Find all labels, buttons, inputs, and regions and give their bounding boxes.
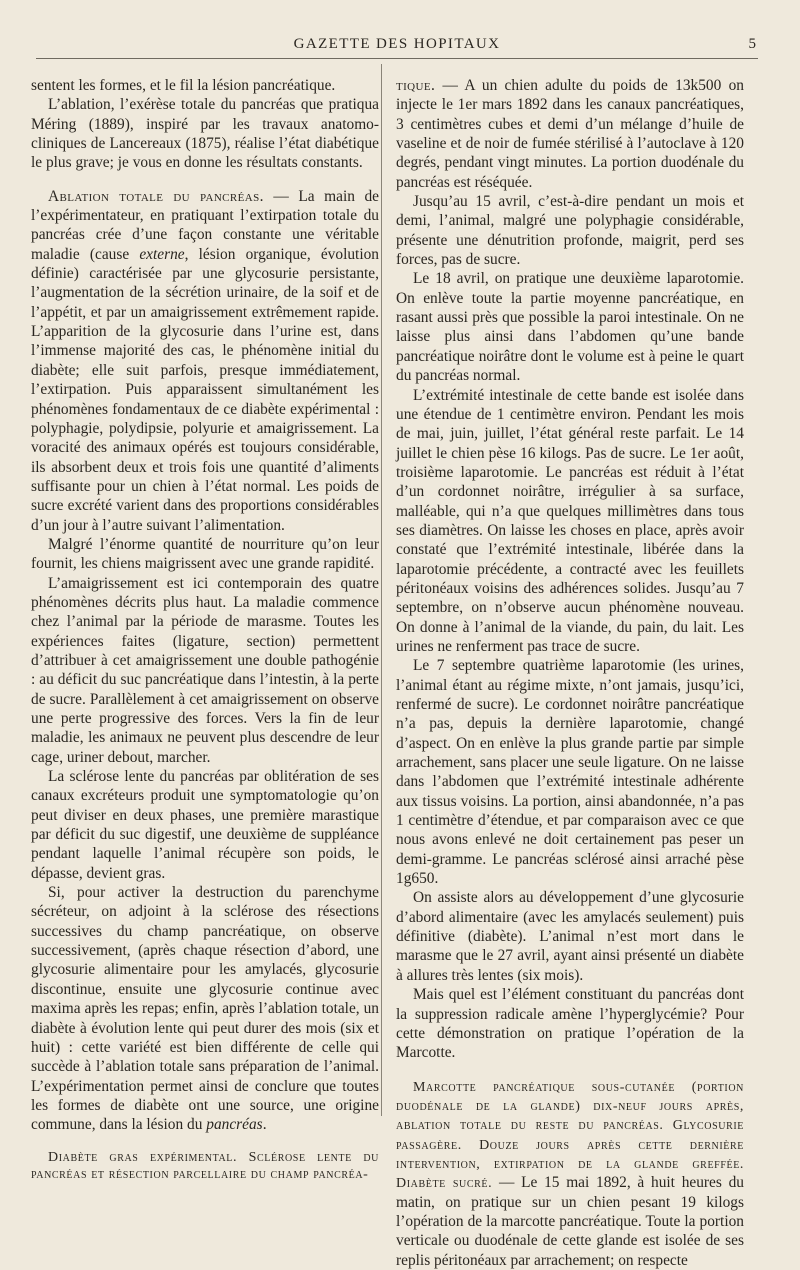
section-paragraph bbox=[396, 76, 744, 192]
page-header bbox=[36, 36, 758, 59]
page-number: 5 bbox=[748, 36, 756, 52]
paragraph: L’amaigrissement est ici contemporain des quatre phénomènes décrits plus haut. La maladie commence chez l’animal par la période de marasme. Toutes les expériences faites (ligature, section) permettent d’attribuer à cet amaigrissement une double pathogénie : au déficit du suc pancréatique dans l’intestin, à la perte de sucre. Parallèlement à cet amaigrissement on observe une perte progressive des forces. Vers la fin de leur maladie, les animaux ne peuvent plus descendre de leur cage, uriner debout, marcher. bbox=[31, 574, 379, 766]
paragraph: Jusqu’au 15 avril, c’est-à-dire pendant un mois et demi, l’animal, malgré une polyphagie considérable, présente une dénutrition profonde, maigrit, perd ses forces, pas de sucre. bbox=[396, 193, 744, 269]
paragraph: Le 18 avril, on pratique une deuxième laparotomie. On enlève toute la partie moyenne pancréatique, en rasant aussi près que possible la paroi intestinale. On ne laisse plus ainsi dans l’abdomen qu’une bande pancréatique noirâtre dont le volume est à peine le quart du pancréas normal. bbox=[396, 270, 744, 385]
section-heading: Marcotte pancréatique sous-cutanée (portion duodénale de la glande) dix-neuf jours après, ablation totale du reste du pancréas. Glycosurie passagère. Douze jours après cette dernière intervention, extirpation de la glande greffée. Diabète sucré. bbox=[396, 1079, 744, 1192]
paragraph: Mais quel est l’élément constituant du pancréas dont la suppression radicale amène l’hyperglycémie? Pour cette démonstration on pratique l’opération de la Marcotte. bbox=[396, 986, 744, 1062]
section-paragraph bbox=[396, 1077, 744, 1270]
section-heading: Diabète gras expérimental. Sclérose lente du pancréas et résection parcellaire du champ pancréa- bbox=[31, 1149, 379, 1182]
paragraph-text: Si, pour activer la destruction du parenchyme sécréteur, on adjoint à la sclérose des résections successives du champ pancréatique, on observe successivement, (après chaque résection d’abord, une glycosurie alimentaire pour les amylacés, glycosurie discontinue, ensuite une glycosurie continue avec maxima après les repas; enfin, après l’ablation totale, un diabète à évolution lente qui peut durer des mois (six et huit) : cette variété est bien différente de celle qui succède à l’ablation totale sans préparation de l’animal. L’expérimentation permet ainsi de conclure que toutes les formes de diabète ont une source, une origine commune, dans la lésion du bbox=[31, 884, 379, 1134]
section-heading: Ablation totale du pancréas. bbox=[48, 187, 264, 205]
right-column bbox=[396, 76, 744, 1270]
paragraph: La sclérose lente du pancréas par oblitération de ses canaux excréteurs produit une symptomatologie qu’on peut diviser en deux phases, une première marastique par déficit du suc digestif, une deuxième de suppléance pendant laquelle l’animal récupère son poids, le dépasse, devient gras. bbox=[31, 768, 379, 882]
paragraph bbox=[31, 883, 379, 1134]
emphasis: pancréas bbox=[206, 1116, 263, 1134]
paragraph-text: — La main de l’expérimentateur, en pratiquant l’extirpation totale du pancréas crée d’une façon constante une véritable maladie (cause bbox=[31, 187, 379, 263]
column-divider bbox=[381, 64, 382, 1116]
emphasis: externe bbox=[139, 245, 185, 263]
section-heading: tique. bbox=[396, 77, 436, 94]
paragraph-text: — Le 15 mai 1892, à huit heures du matin, on pratique sur un chien pesant 19 kilogs l’opération de la marcotte pancréatique. Toute la portion verticale ou duodénale de cette glande est isolée de ses replis péritonéaux par arrachement; on respecte bbox=[396, 1174, 744, 1269]
paragraph: sentent les formes, et le fil la lésion pancréatique. bbox=[31, 77, 336, 94]
paragraph-text: . bbox=[262, 1116, 267, 1134]
paragraph: L’extrémité intestinale de cette bande est isolée dans une étendue de 1 centimètre environ. Pendant les mois de mai, juin, juillet, l’état général reste parfait. Le 14 juillet le chien pèse 16 kilogs. Pas de sucre. Le 1er août, troisième laparotomie. Le pancréas est réduit à l’état d’un cordonnet noirâtre, irrégulier à sa surface, malléable, qui n’a que quelques millimètres dans tous ses diamètres. On laisse les choses en place, après avoir constaté que l’extrémité intestinale, libérée dans la laparotomie précédente, a contracté avec les feuillets péritonéaux voisins des adhérences solides. Jusqu’au 7 septembre, on n’observe aucun phénomène nouveau. On donne à l’animal de la viande, du pain, du lait. Les urines ne renferment pas trace de sucre. bbox=[396, 386, 744, 655]
paragraph-text: — A un chien adulte du poids de 13k500 on injecte le 1er mars 1892 dans les canaux pancréatiques, 3 centimètres cubes et demi d’un mélange d’huile de vaseline et de noir de fumée stérilisé à l’autoclave à 120 degrés, pendant vingt minutes. La portion duodénale du pancréas est réséquée. bbox=[396, 77, 744, 191]
left-column bbox=[31, 76, 379, 1183]
paragraph: On assiste alors au développement d’une glycosurie d’abord alimentaire (avec les amylacés seulement) puis définitive (diabète). L’animal n’est mort dans le marasme que le 27 avril, ayant ainsi présenté un diabète à allures très lentes (six mois). bbox=[396, 889, 744, 984]
paragraph: L’ablation, l’exérèse totale du pancréas que pratiqua Méring (1889), inspiré par les travaux anatomo-cliniques de Lancereaux (1875), réalise l’état diabétique le plus grave; je vous en donne les résultats constants. bbox=[31, 96, 379, 172]
section-paragraph bbox=[31, 187, 379, 535]
paragraph-text: , lésion organique, évolution définie) caractérisée par une glycosurie persistante, l’augmentation de la sécrétion urinaire, de la soif et de l’appétit, et par un amaigrissement extrêmement rapide. L’apparition de la glycosurie dans l’urine est, dans l’immense majorité des cas, le phénomène initial du diabète; elle suit parfois, presque immédiatement, l’extirpation. Puis apparaissent simultanément les phénomènes fondamentaux de ce diabète expérimental : polyphagie, polydipsie, polyurie et amaigrissement. La voracité des animaux opérés est toujours considérable, ils absorbent deux et trois fois une quantité d’aliments suffisante pour un chien à l’état normal. Les poids de sucre excrété varient dans des proportions considérables d’un jour à l’autre suivant l’alimentation. bbox=[31, 245, 379, 534]
paragraph: Le 7 septembre quatrième laparotomie (les urines, l’animal étant au régime mixte, n’ont jamais, jusqu’ici, renfermé de sucre). Le cordonnet noirâtre pancréatique n’a pas, depuis la dernière laparotomie, changé d’aspect. On en enlève la plus grande partie par simple arrachement, sans placer une seule ligature. On ne laisse dans l’abdomen que l’extrémité intestinale adhérente aux tissus voisins. La portion, ainsi abandonnée, n’a pas 1 centimètre d’étendue, et par comparaison avec ce que nous avons enlevé ne doit certainement pas peser un demi-gramme. Le pancréas sclérosé ainsi arraché pèse 1g650. bbox=[396, 657, 744, 888]
running-title: GAZETTE DES HOPITAUX bbox=[293, 36, 501, 52]
paragraph: Malgré l’énorme quantité de nourriture qu’on leur fournit, les chiens maigrissent avec une grande rapidité. bbox=[31, 535, 379, 573]
